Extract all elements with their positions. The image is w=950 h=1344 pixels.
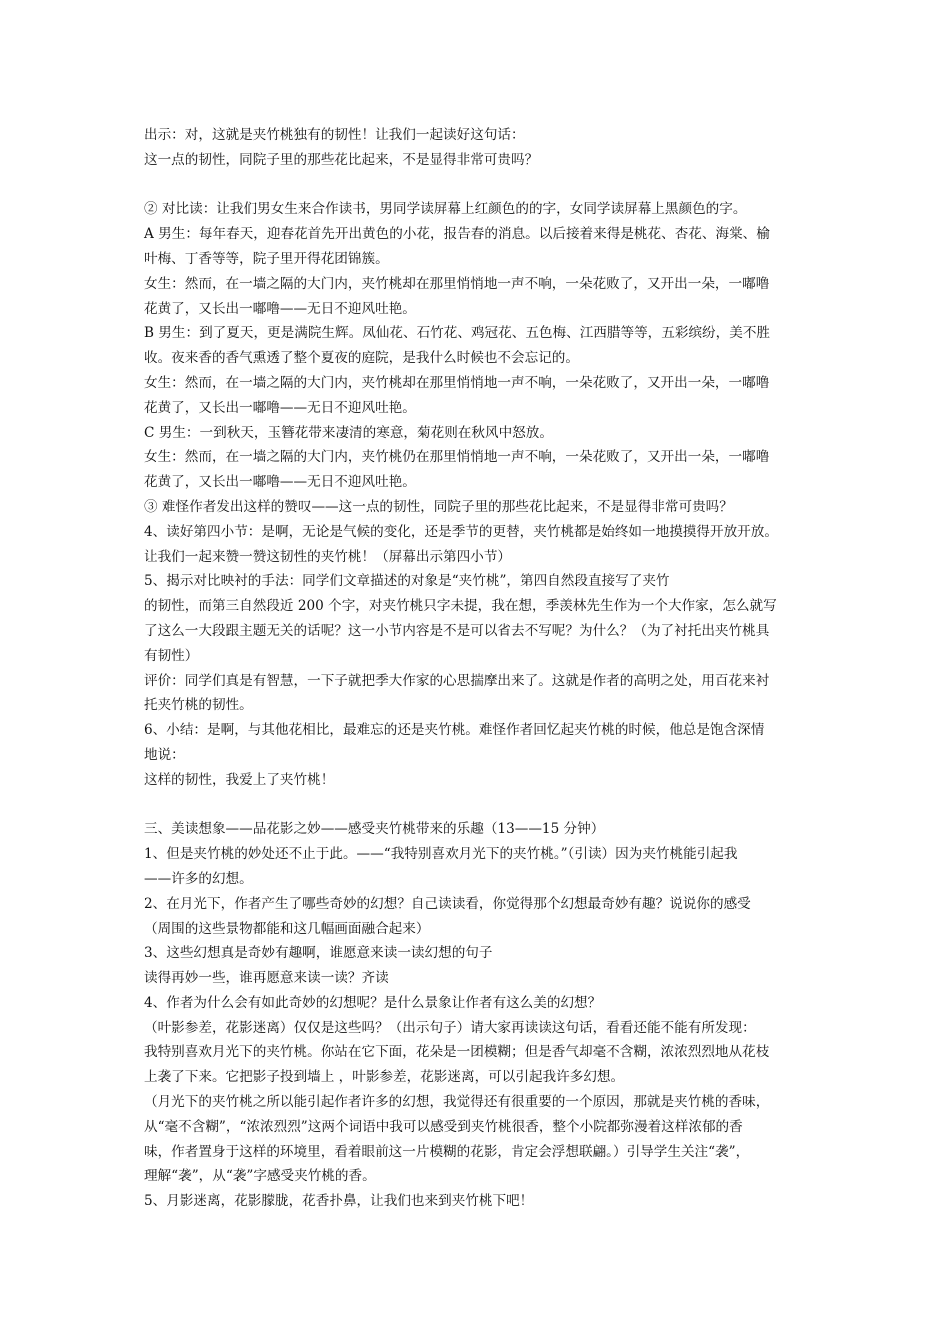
text-line: 这一点的韧性，同院子里的那些花比起来，不是显得非常可贵吗？ [144,151,539,168]
text-line: 5、月影迷离，花影朦胧，花香扑鼻，让我们也来到夹竹桃下吧！ [144,1193,534,1210]
text-line: 托夹竹桃的韧性。 [144,697,253,714]
text-line: 花黄了，又长出一嘟噜——无日不迎风吐艳。 [144,300,416,317]
text-line: 评价：同学们真是有智慧，一下子就把季大作家的心思揣摩出来了。这就是作者的高明之处，用百花来衬 [144,672,770,689]
text-line: 味，作者置身于这样的环境里，看着眼前这一片模糊的花影，肯定会浮想联翩。）引导学生关注“袭”， [144,1143,750,1160]
text-line: 我特别喜欢月光下的夹竹桃。你站在它下面，花朵是一团模糊；但是香气却毫不含糊，浓浓烈烈地从花枝 [144,1044,770,1061]
text-line: （叶影参差，花影迷离）仅仅是这些吗？（出示句子）请大家再读读这句话，看看还能不能有所发现： [144,1019,756,1036]
section-heading: 三、美读想象——品花影之妙——感受夹竹桃带来的乐趣（13——15 分钟） [144,821,605,838]
text-line: 这样的韧性，我爱上了夹竹桃！ [144,771,335,788]
text-line: 读得再妙一些，谁再愿意来读一读？齐读 [144,970,389,987]
text-line: 从“毫不含糊”，“浓浓烈烈”这两个词语中我可以感受到夹竹桃很香，整个小院都弥漫着这样浓郁的香 [144,1118,743,1135]
text-line: 花黄了，又长出一嘟噜——无日不迎风吐艳。 [144,399,416,416]
text-line: A 男生：每年春天，迎春花首先开出黄色的小花，报告春的消息。以后接着来得是桃花、杏花、海棠、榆 [144,226,770,243]
blank-line [144,173,814,198]
text-line: ——许多的幻想。 [144,870,253,887]
text-line: 4、读好第四小节：是啊，无论是气候的变化，还是季节的更替，夹竹桃都是始终如一地摸摸得开放开放。 [144,523,778,540]
text-line: 了这么一大段跟主题无关的话呢？这一小节内容是不是可以省去不写呢？为什么？（为了衬托出夹竹桃具 [144,622,770,639]
text-line: 理解“袭”，从“袭”字感受夹竹桃的香。 [144,1168,376,1185]
text-line: ③ 难怪作者发出这样的赞叹——这一点的韧性，同院子里的那些花比起来，不是显得非常可贵吗？ [144,498,733,515]
text-line: 1、但是夹竹桃的妙处还不止于此。——“我特别喜欢月光下的夹竹桃。”（引读）因为夹竹桃能引起我 [144,846,738,863]
blank-line [144,793,814,818]
text-line: 收。夜来香的香气熏透了整个夏夜的庭院，是我什么时候也不会忘记的。 [144,350,579,367]
text-line: （月光下的夹竹桃之所以能引起作者许多的幻想，我觉得还有很重要的一个原因，那就是夹竹桃的香味， [144,1094,770,1111]
text-line: 让我们一起来赞一赞这韧性的夹竹桃！（屏幕出示第四小节） [144,548,512,565]
text-line: B 男生：到了夏天，更是满院生辉。凤仙花、石竹花、鸡冠花、五色梅、江西腊等等，五彩缤纷，美不胜 [144,325,771,342]
text-line: 上袭了下来。它把影子投到墙上 ，叶影参差，花影迷离，可以引起我许多幻想。 [144,1069,625,1086]
text-line: 有韧性） [144,647,199,664]
text-line: 2、在月光下，作者产生了哪些奇妙的幻想？自己读读看，你觉得那个幻想最奇妙有趣？说说你的感受 [144,895,751,912]
text-line: 6、小结：是啊，与其他花相比，最难忘的还是夹竹桃。难怪作者回忆起夹竹桃的时候，他总是饱含深情 [144,722,765,739]
text-line: ② 对比读：让我们男女生来合作读书，男同学读屏幕上红颜色的的字，女同学读屏幕上黑颜色的字。 [144,201,747,218]
text-line: 叶梅、丁香等等，院子里开得花团锦簇。 [144,250,389,267]
document-body [144,123,814,1214]
text-line: 3、这些幻想真是奇妙有趣啊，谁愿意来读一读幻想的句子 [144,945,493,962]
text-line: 花黄了，又长出一嘟噜——无日不迎风吐艳。 [144,474,416,491]
text-line: 出示：对，这就是夹竹桃独有的韧性！让我们一起读好这句话： [144,127,525,143]
text-line: 地说： [144,746,185,763]
text-line: 女生：然而，在一墙之隔的大门内，夹竹桃却在那里悄悄地一声不响，一朵花败了，又开出一朵，一嘟噜 [144,374,770,391]
text-line: 女生：然而，在一墙之隔的大门内，夹竹桃仍在那里悄悄地一声不响，一朵花败了，又开出一朵，一嘟噜 [144,449,770,466]
text-line: 女生：然而，在一墙之隔的大门内，夹竹桃却在那里悄悄地一声不响，一朵花败了，又开出一朵，一嘟噜 [144,275,770,292]
text-line: 4、作者为什么会有如此奇妙的幻想呢？是什么景象让作者有这么美的幻想？ [144,994,602,1011]
text-line: C 男生：一到秋天，玉簪花带来凄清的寒意，菊花则在秋风中怒放。 [144,424,553,441]
text-line: 5、揭示对比映衬的手法：同学们文章描述的对象是“夹竹桃”，第四自然段直接写了夹竹 [144,573,670,590]
text-line: 的韧性，而第三自然段近 200 个字，对夹竹桃只字未提，我在想，季羡林先生作为一个大作家，怎么就写 [144,598,777,615]
text-line: （周围的这些景物都能和这几幅画面融合起来） [144,920,430,937]
